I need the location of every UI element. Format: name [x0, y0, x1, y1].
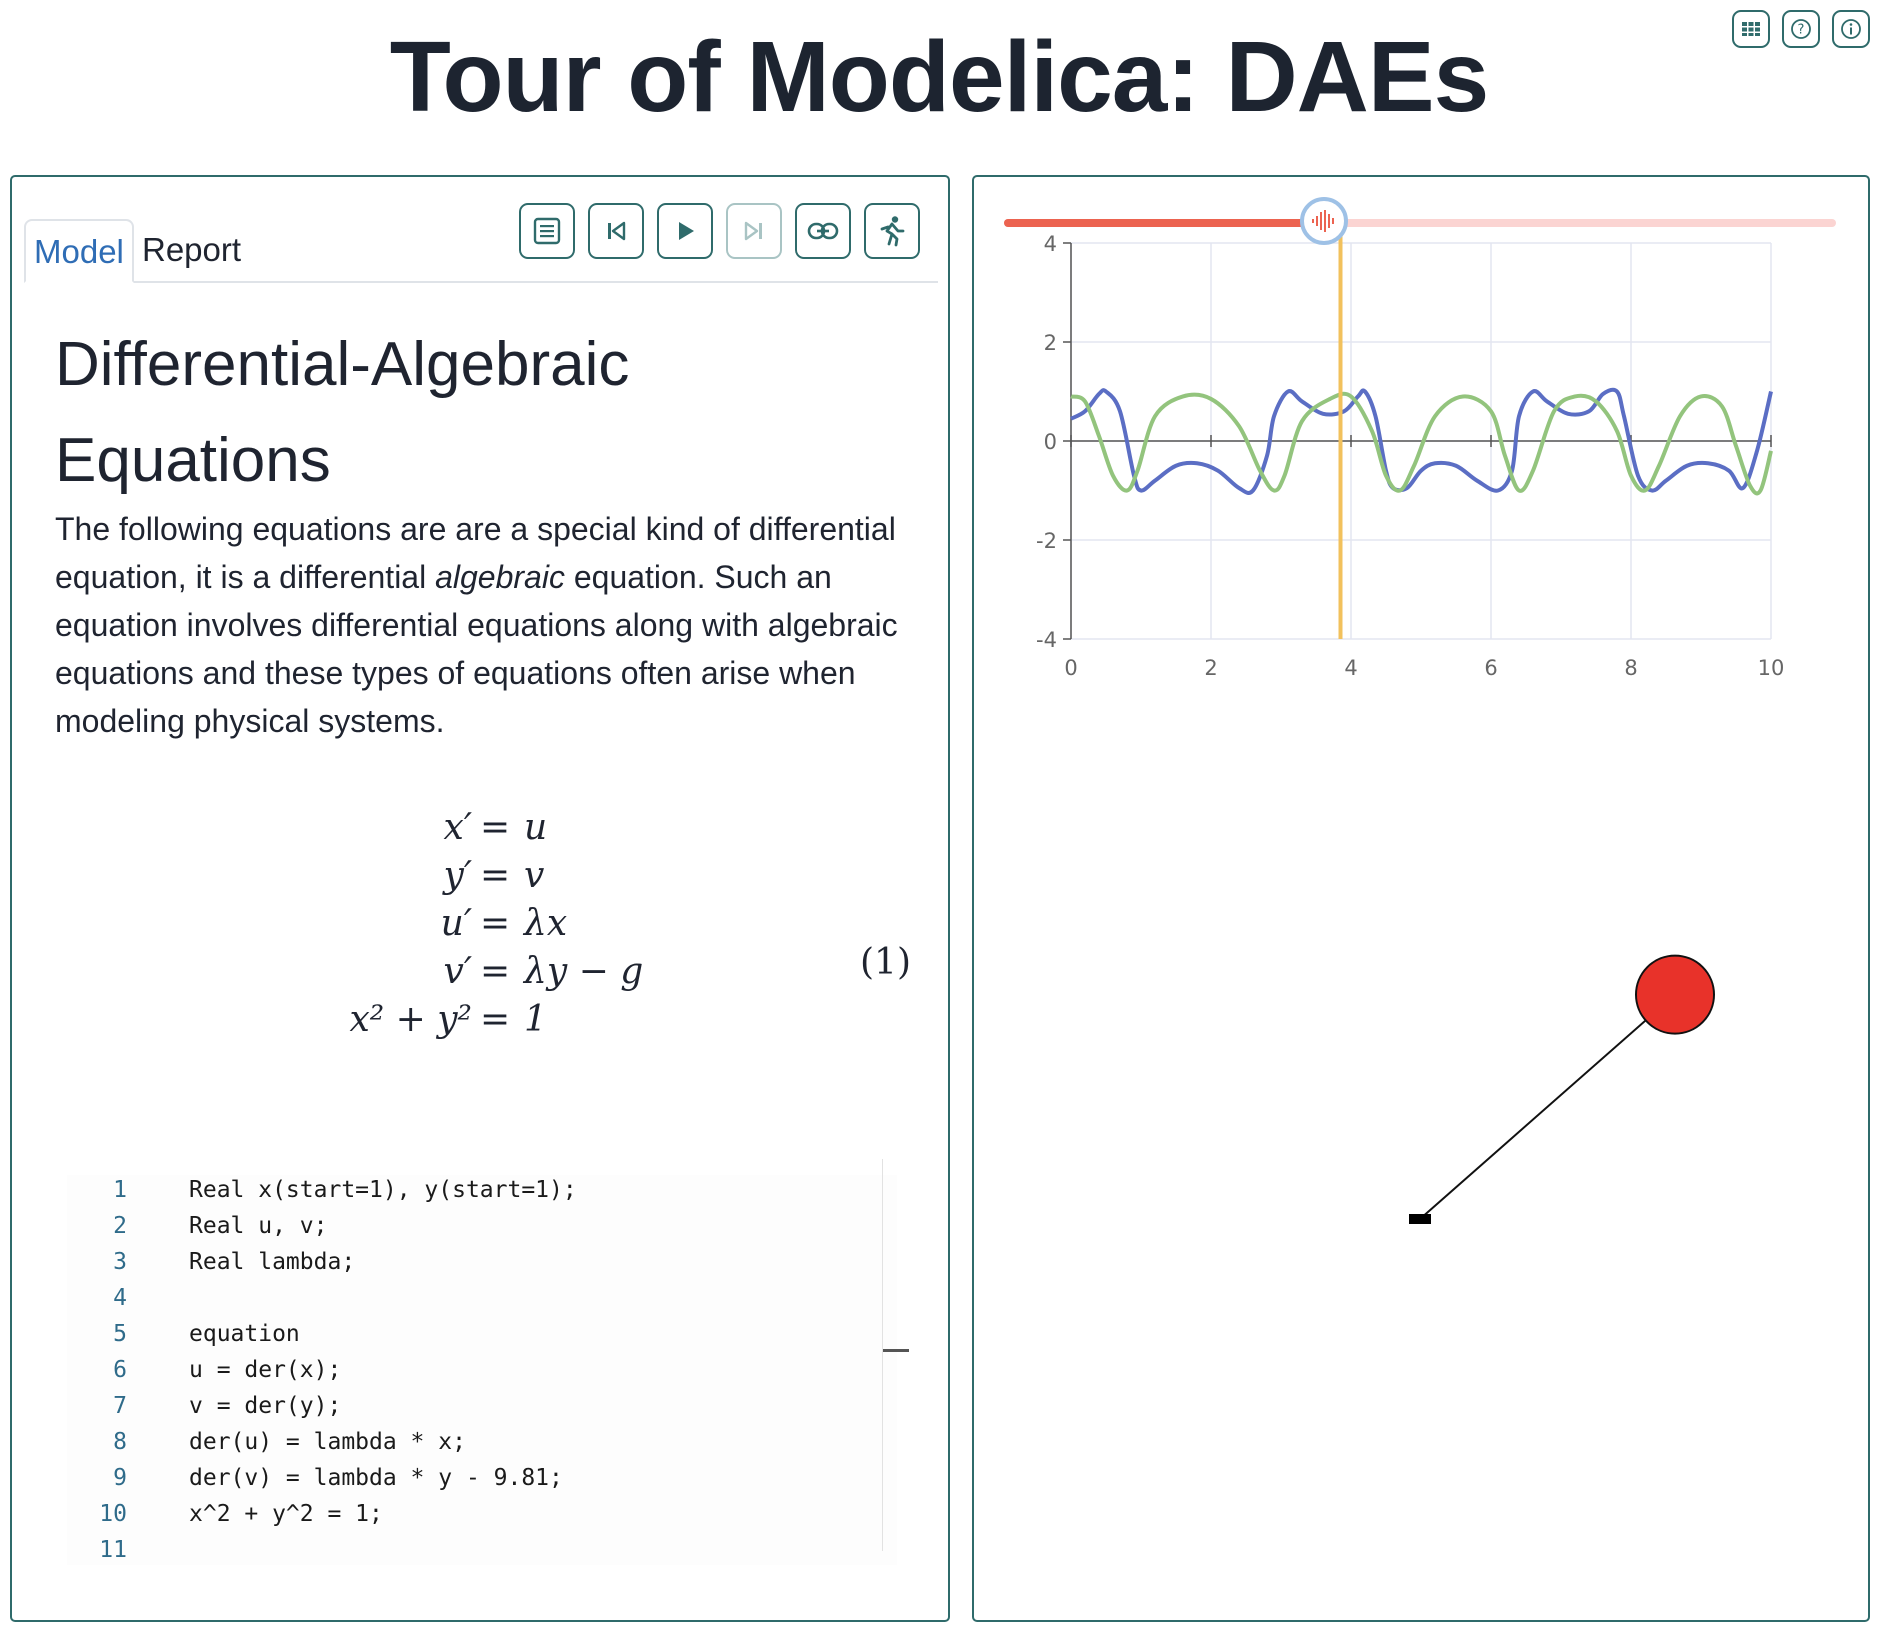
- intro-emphasis: algebraic: [435, 559, 565, 595]
- pendulum-bob: [1636, 956, 1714, 1034]
- line-number: 1: [113, 1177, 127, 1203]
- pendulum-pivot: [1409, 1214, 1431, 1224]
- player-toolbar: [519, 203, 920, 259]
- x-tick-label: 4: [1344, 656, 1358, 677]
- equation-lhs: u′: [440, 903, 472, 944]
- y-tick-label: 2: [1043, 331, 1057, 355]
- code-text[interactable]: Real x(start=1), y(start=1);: [189, 1177, 577, 1203]
- x-tick-label: 8: [1624, 656, 1638, 677]
- x-tick-label: 6: [1484, 656, 1498, 677]
- info-icon[interactable]: [1832, 10, 1870, 48]
- line-number: 5: [113, 1321, 127, 1347]
- line-number: 9: [113, 1465, 127, 1491]
- section-heading: Differential-Algebraic Equations: [55, 330, 630, 495]
- document-icon[interactable]: [519, 203, 575, 259]
- skip-back-icon[interactable]: [588, 203, 644, 259]
- equation-lhs: y′: [443, 855, 472, 896]
- equation-lhs: v′: [443, 951, 472, 992]
- code-text[interactable]: v = der(y);: [189, 1393, 342, 1419]
- svg-text:?: ?: [1797, 22, 1805, 38]
- y-tick-label: 4: [1043, 232, 1057, 256]
- corner-toolbar: [1732, 10, 1870, 48]
- model-panel: [10, 175, 950, 1622]
- code-text[interactable]: equation: [189, 1321, 300, 1347]
- equation-rhs: v: [524, 855, 545, 896]
- line-number: 4: [113, 1285, 127, 1311]
- code-text[interactable]: Real lambda;: [189, 1249, 356, 1275]
- intro-paragraph: [55, 505, 905, 745]
- code-editor[interactable]: [67, 1175, 897, 1565]
- equation-relation: =: [480, 903, 511, 944]
- code-text[interactable]: der(u) = lambda * x;: [189, 1429, 466, 1455]
- line-number: 2: [113, 1213, 127, 1239]
- code-text[interactable]: u = der(x);: [189, 1357, 342, 1383]
- line-number: 8: [113, 1429, 127, 1455]
- equation-relation: =: [480, 855, 511, 896]
- equation-relation: =: [480, 951, 511, 992]
- equation-rhs: λx: [524, 903, 568, 944]
- intro-text: The following equations are are a special kind of differential equation, it is a differential: [55, 511, 896, 595]
- equation-lhs: x² + y²: [349, 999, 472, 1040]
- line-number: 6: [113, 1357, 127, 1383]
- run-icon[interactable]: [864, 203, 920, 259]
- code-text[interactable]: x^2 + y^2 = 1;: [189, 1501, 383, 1527]
- code-text[interactable]: Real u, v;: [189, 1213, 328, 1239]
- line-number: 10: [99, 1501, 127, 1527]
- y-tick-label: -2: [1036, 529, 1057, 553]
- equation-rhs: 1: [524, 999, 547, 1040]
- x-tick-label: 0: [1064, 656, 1078, 677]
- line-number: 11: [99, 1537, 127, 1563]
- play-icon[interactable]: [657, 203, 713, 259]
- intro-text-end: equation. Such an equation involves differential equations along with algebraic equations and these types of equations often arise when modeling physical systems.: [55, 559, 898, 739]
- tab-model[interactable]: Model: [24, 219, 134, 283]
- code-text[interactable]: der(v) = lambda * y - 9.81;: [189, 1465, 563, 1491]
- grid-icon[interactable]: [1732, 10, 1770, 48]
- y-tick-label: 0: [1043, 430, 1057, 454]
- pendulum-rod: [1420, 995, 1675, 1219]
- skip-forward-icon[interactable]: [726, 203, 782, 259]
- equation-relation: =: [480, 999, 511, 1040]
- x-tick-label: 2: [1204, 656, 1218, 677]
- line-number: 3: [113, 1249, 127, 1275]
- tab-report[interactable]: Report: [142, 231, 242, 268]
- equation-number: (1): [860, 942, 911, 983]
- line-number: 7: [113, 1393, 127, 1419]
- pendulum-animation: [974, 177, 1868, 1620]
- link-icon[interactable]: [795, 203, 851, 259]
- x-tick-label: 10: [1757, 656, 1785, 677]
- equation-rhs: λy − g: [524, 951, 644, 992]
- help-icon[interactable]: [1782, 10, 1820, 48]
- scroll-marker[interactable]: [883, 1349, 909, 1352]
- equation-lhs: x′: [443, 807, 472, 848]
- page-title: Tour of Modelica: DAEs: [389, 21, 1489, 133]
- equation-relation: =: [480, 807, 511, 848]
- equation-rhs: u: [524, 807, 548, 848]
- simulation-panel: [972, 175, 1870, 1622]
- code-scrollbar[interactable]: [882, 1159, 909, 1551]
- y-tick-label: -4: [1036, 628, 1057, 652]
